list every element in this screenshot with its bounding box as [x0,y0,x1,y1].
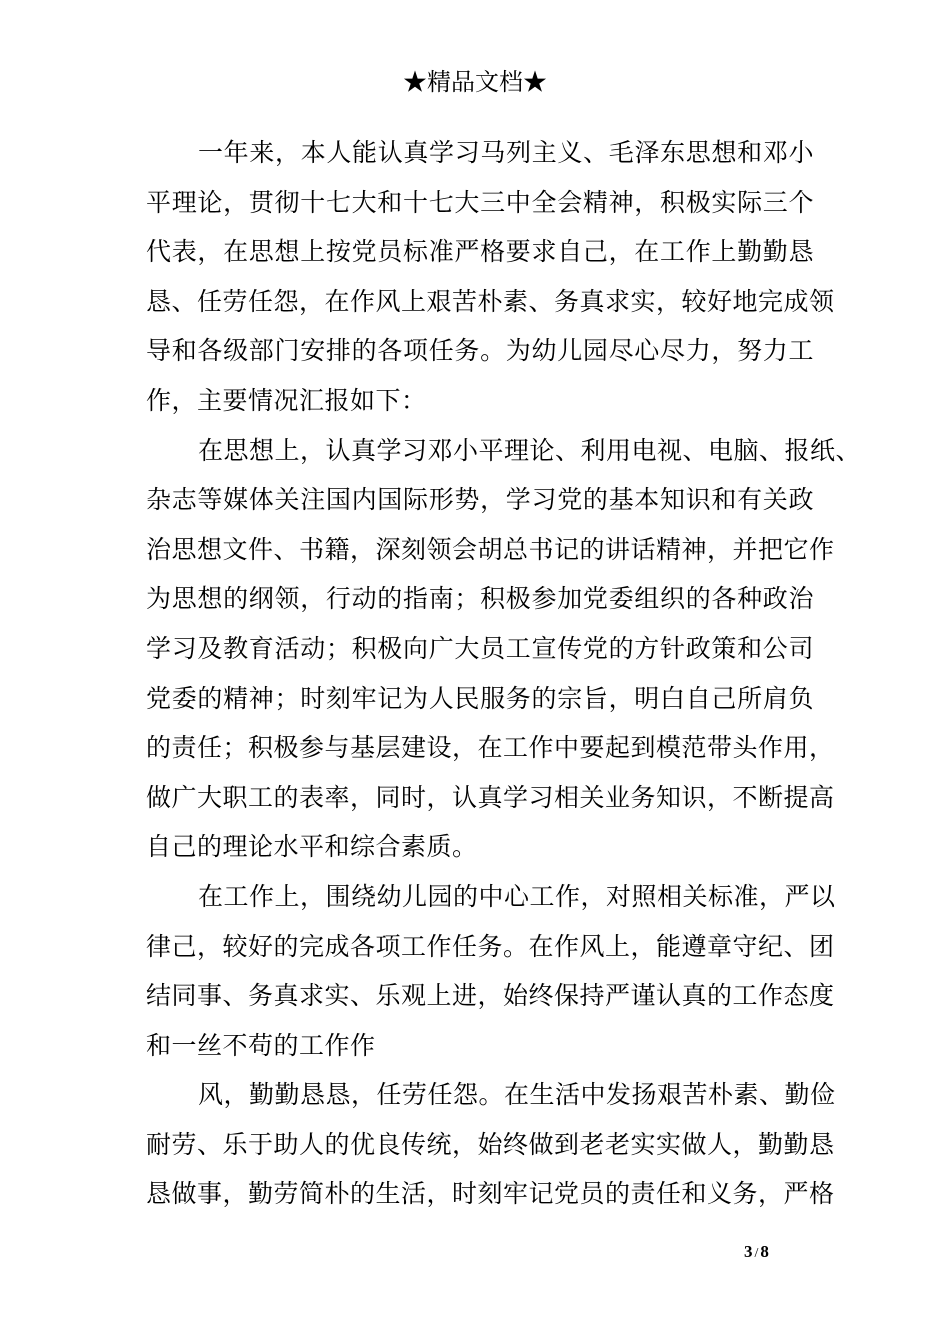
text-line: 在思想上，认真学习邓小平理论、利用电视、电脑、报纸、 [198,435,862,465]
page-header: ★精品文档★ [403,68,547,96]
text-line: 自己的理论水平和综合素质。 [146,832,478,862]
text-line: 做广大职工的表率，同时，认真学习相关业务知识，不断提高 [146,782,835,812]
text-line: 杂志等媒体关注国内国际形势，学习党的基本知识和有关政 [146,485,814,515]
text-line: 代表，在思想上按党员标准严格要求自己，在工作上勤勤恳 [146,237,814,267]
current-page-number: 3 [744,1242,753,1261]
text-line: 的责任；积极参与基层建设，在工作中要起到模范带头作用， [146,733,835,763]
text-line: 在工作上，围绕幼儿园的中心工作，对照相关标准，严以 [198,881,836,911]
text-line: 和一丝不苟的工作作 [146,1030,376,1060]
text-line: 作，主要情况汇报如下： [146,385,427,415]
text-line: 平理论，贯彻十七大和十七大三中全会精神，积极实际三个 [146,187,814,217]
text-line: 一年来，本人能认真学习马列主义、毛泽东思想和邓小 [198,138,814,167]
text-line: 恳、任劳任怨，在作风上艰苦朴素、务真求实，较好地完成领 [146,286,835,316]
page-number [744,1240,769,1266]
text-line: 学习及教育活动；积极向广大员工宣传党的方针政策和公司 [146,633,814,663]
text-line: 恳做事，勤劳简朴的生活，时刻牢记党员的责任和义务，严格 [146,1179,835,1209]
text-line: 为思想的纲领，行动的指南；积极参加党委组织的各种政治 [146,584,814,614]
text-line: 风，勤勤恳恳，任劳任怨。在生活中发扬艰苦朴素、勤俭 [198,1080,836,1110]
page-separator: / [754,1246,759,1261]
text-line: 导和各级部门安排的各项任务。为幼儿园尽心尽力，努力工 [146,336,814,366]
total-page-count: 8 [760,1242,769,1261]
text-line: 耐劳、乐于助人的优良传统，始终做到老老实实做人，勤勤恳 [146,1129,835,1159]
text-line: 律己，较好的完成各项工作任务。在作风上，能遵章守纪、团 [146,931,835,961]
text-line: 结同事、务真求实、乐观上进，始终保持严谨认真的工作态度 [146,981,835,1011]
document-body [146,128,862,1219]
text-line: 党委的精神；时刻牢记为人民服务的宗旨，明白自己所肩负 [146,683,814,713]
text-line: 治思想文件、书籍，深刻领会胡总书记的讲话精神，并把它作 [146,534,835,564]
